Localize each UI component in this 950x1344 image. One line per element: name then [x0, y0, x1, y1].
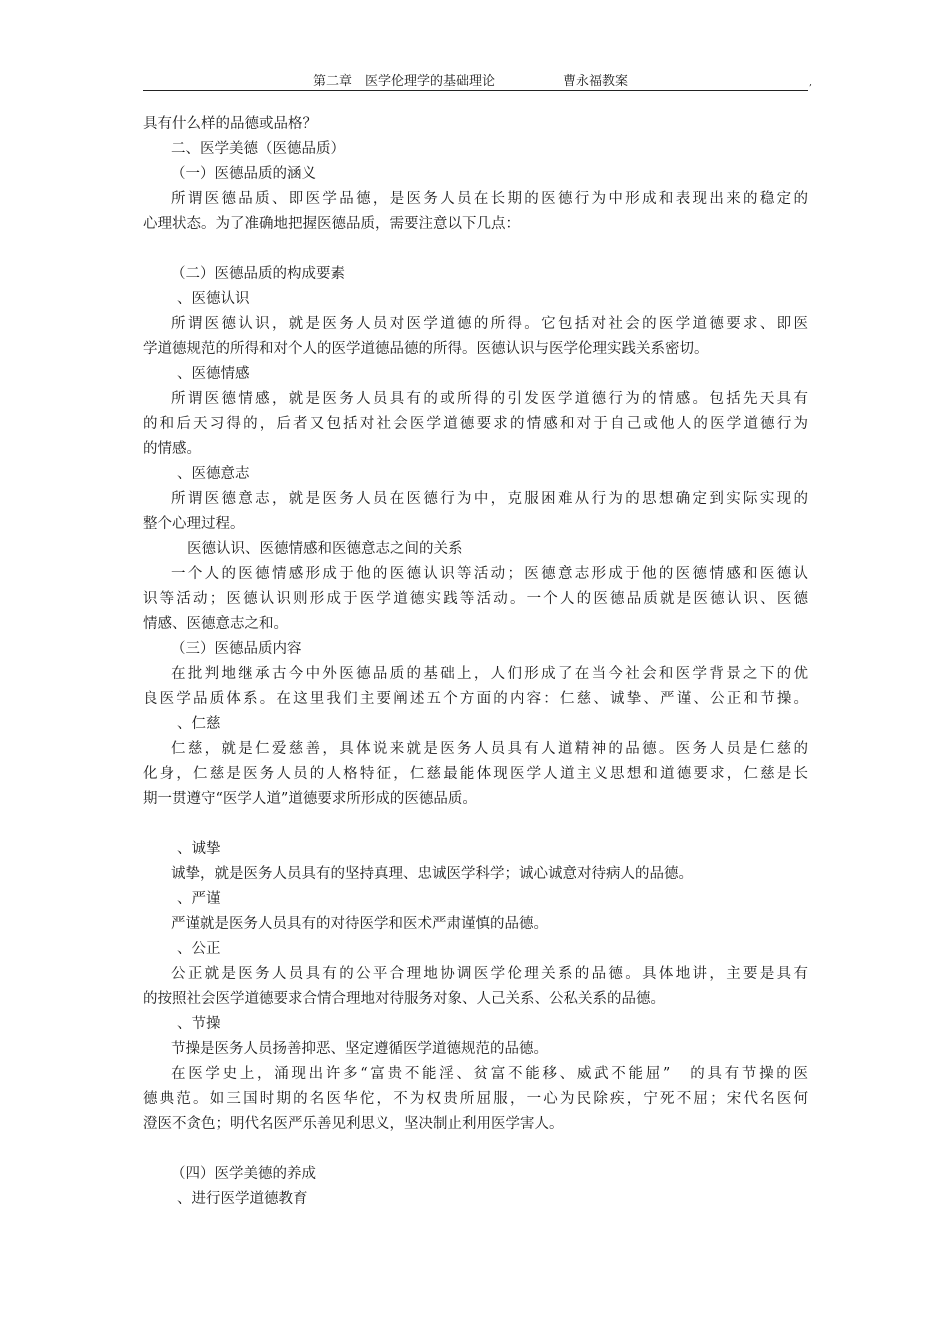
blank-line [143, 812, 808, 837]
section-heading: 二、医学美德（医德品质） [171, 141, 345, 157]
item-heading: 、医德意志 [177, 466, 250, 482]
subsection-heading: （三）医德品质内容 [171, 641, 302, 657]
paragraph-line: 一个人的医德情感形成于他的医德认识等活动；医德意志形成于他的医德情感和医德认 [171, 566, 808, 582]
paragraph-line: 所谓医德认识，就是医务人员对医学道德的所得。它包括对社会的医学道德要求、即医 [171, 316, 808, 332]
item-heading: 、严谨 [177, 891, 221, 907]
paragraph-line: 良医学品质体系。在这里我们主要阐述五个方面的内容：仁慈、诚挚、严谨、公正和节操。 [143, 691, 808, 707]
paragraph-line: 整个心理过程。 [143, 516, 245, 532]
paragraph-line: 德典范。如三国时期的名医华佗，不为权贵所屈服，一心为民除疾，宁死不屈；宋代名医何 [143, 1091, 808, 1107]
text-line: 具有什么样的品德或品格？ [143, 116, 317, 132]
item-heading: 、公正 [177, 941, 221, 957]
item-heading: 医德认识、医德情感和医德意志之间的关系 [187, 541, 463, 557]
blank-line [143, 1137, 808, 1162]
paragraph-line: 期一贯遵守“医学人道”道德要求所形成的医德品质。 [143, 791, 477, 807]
header-chapter-title: 第二章 医学伦理学的基础理论 [313, 74, 496, 89]
header-mark: , [809, 78, 812, 88]
paragraph-line: 节操是医务人员扬善抑恶、坚定遵循医学道德规范的品德。 [171, 1041, 548, 1057]
paragraph-line: 心理状态。为了准确地把握医德品质，需要注意以下几点： [143, 216, 520, 232]
paragraph-line: 所谓医德品质、即医学品德，是医务人员在长期的医德行为中形成和表现出来的稳定的 [171, 191, 808, 207]
document-body [143, 112, 808, 1212]
item-heading: 、医德情感 [177, 366, 250, 382]
paragraph-line: 公正就是医务人员具有的公平合理地协调医学伦理关系的品德。具体地讲，主要是具有 [171, 966, 808, 982]
item-heading: 、节操 [177, 1016, 221, 1032]
paragraph-line: 诚挚，就是医务人员具有的坚持真理、忠诚医学科学；诚心诚意对待病人的品德。 [171, 866, 693, 882]
paragraph-line: 的和后天习得的，后者又包括对社会医学道德要求的情感和对于自己或他人的医学道德行为 [143, 416, 808, 432]
paragraph-line: 所谓医德意志，就是医务人员在医德行为中，克服困难从行为的思想确定到实际实现的 [171, 491, 808, 507]
subsection-heading: （一）医德品质的涵义 [171, 166, 316, 182]
subsection-heading: （二）医德品质的构成要素 [171, 266, 345, 282]
item-heading: 、医德认识 [177, 291, 250, 307]
subsection-heading: （四）医学美德的养成 [171, 1166, 316, 1182]
paragraph-line: 情感、医德意志之和。 [143, 616, 288, 632]
paragraph-line: 识等活动；医德认识则形成于医学道德实践等活动。一个人的医德品质就是医德认识、医德 [143, 591, 808, 607]
paragraph-line: 仁慈，就是仁爱慈善，具体说来就是医务人员具有人道精神的品德。医务人员是仁慈的 [171, 741, 808, 757]
paragraph-line: 的按照社会医学道德要求合情合理地对待服务对象、人己关系、公私关系的品德。 [143, 991, 665, 1007]
paragraph-line: 在批判地继承古今中外医德品质的基础上，人们形成了在当今社会和医学背景之下的优 [171, 666, 808, 682]
paragraph-line: 所谓医德情感，就是医务人员具有的或所得的引发医学道德行为的情感。包括先天具有 [171, 391, 808, 407]
paragraph-line: 澄医不贪色；明代名医严乐善见利思义，坚决制止利用医学害人。 [143, 1116, 564, 1132]
paragraph-line: 在医学史上，涌现出许多“富贵不能淫、贫富不能移、威武不能屈” 的具有节操的医 [171, 1066, 808, 1082]
page-header [143, 68, 812, 91]
paragraph-line: 严谨就是医务人员具有的对待医学和医术严肃谨慎的品德。 [171, 916, 548, 932]
item-heading: 、进行医学道德教育 [177, 1191, 308, 1207]
paragraph-line: 的情感。 [143, 441, 201, 457]
paragraph-line: 学道德规范的所得和对个人的医学道德品德的所得。医德认识与医学伦理实践关系密切。 [143, 341, 709, 357]
header-author: 曹永福教案 [563, 74, 629, 89]
item-heading: 、仁慈 [177, 716, 221, 732]
paragraph-line: 化身，仁慈是医务人员的人格特征，仁慈最能体现医学人道主义思想和道德要求，仁慈是长 [143, 766, 808, 782]
blank-line [143, 237, 808, 262]
item-heading: 、诚挚 [177, 841, 221, 857]
